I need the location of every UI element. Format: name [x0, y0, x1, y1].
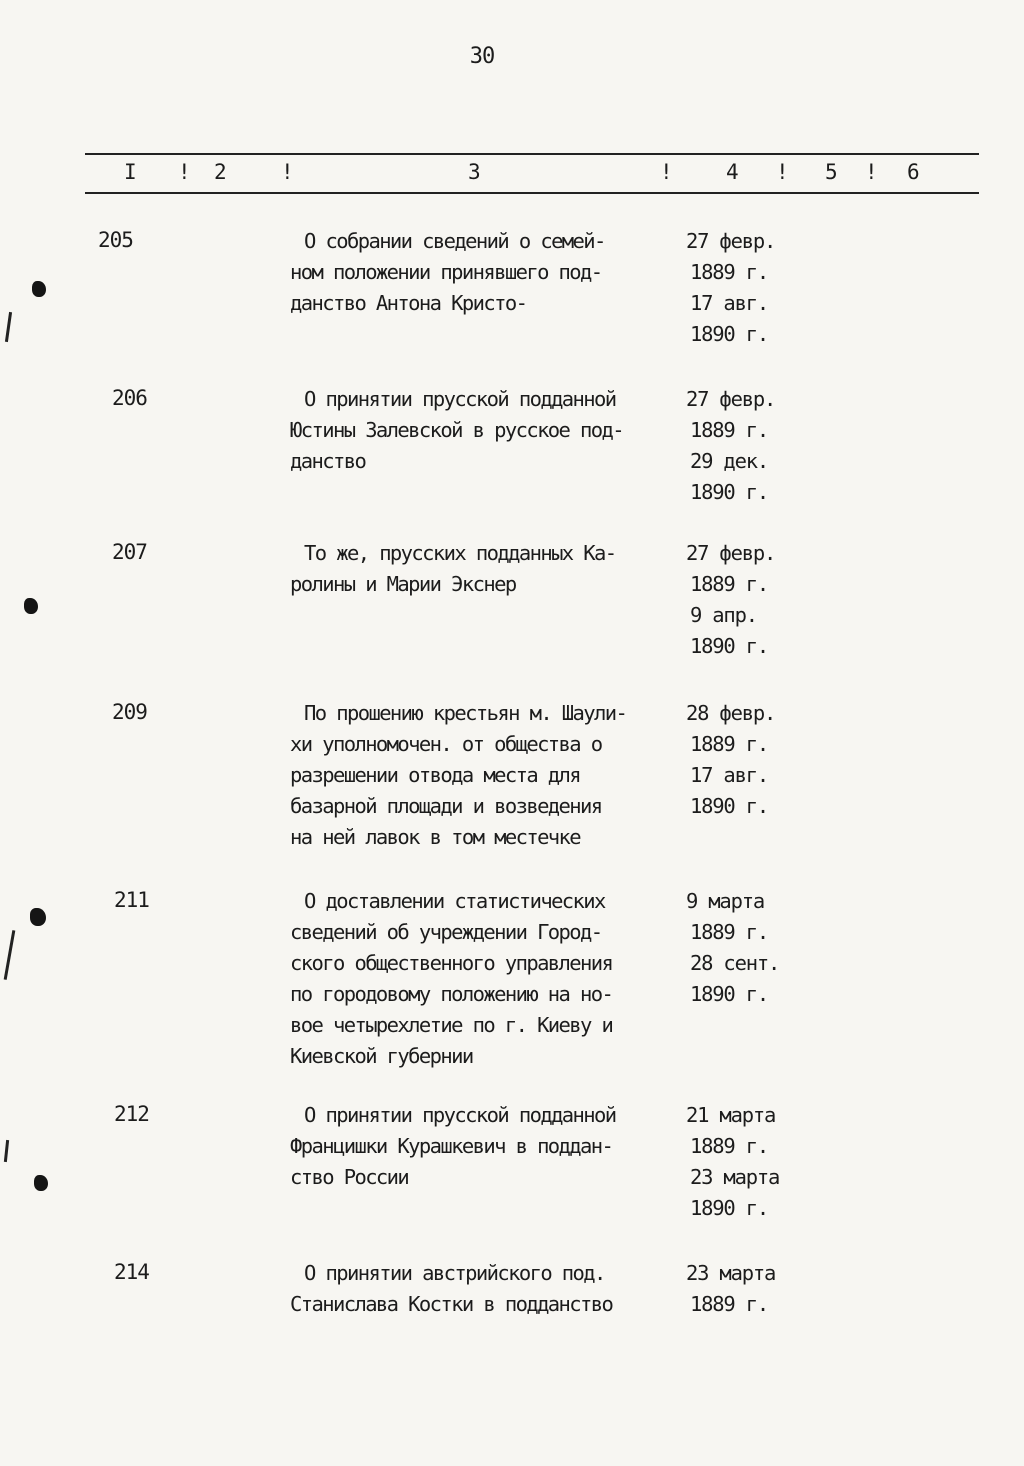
- row-dates: [686, 698, 826, 822]
- column-header-5: 5: [825, 160, 838, 184]
- date-line: 29 дек.: [690, 449, 768, 473]
- column-separator: !: [865, 160, 878, 184]
- description-line: Юстины Залевской в русское под-: [290, 418, 624, 442]
- row-number: 209: [112, 700, 147, 724]
- date-line: 1890 г.: [690, 1196, 768, 1220]
- row-dates: [686, 226, 826, 350]
- description-line: О доставлении статистических: [304, 889, 605, 913]
- date-line: 1890 г.: [690, 794, 768, 818]
- description-line: хи уполномочен. от общества о: [290, 732, 602, 756]
- row-dates: [686, 384, 826, 508]
- description-line: О принятии прусской подданной: [304, 1103, 616, 1127]
- date-line: 21 марта: [686, 1103, 776, 1127]
- date-line: 17 авг.: [690, 763, 768, 787]
- punch-hole: [34, 1175, 48, 1191]
- description-line: по городовому положению на но-: [290, 982, 613, 1006]
- row-number: 212: [114, 1102, 149, 1126]
- date-line: 27 февр.: [686, 387, 776, 411]
- date-line: 1889 г.: [690, 732, 768, 756]
- row-description: [290, 1258, 690, 1320]
- description-line: на ней лавок в том местечке: [290, 825, 581, 849]
- description-line: О собрании сведений о семей-: [304, 229, 605, 253]
- row-description: [290, 226, 690, 319]
- row-number: 206: [112, 386, 147, 410]
- description-line: Станислава Костки в подданство: [290, 1292, 613, 1316]
- description-line: О принятии прусской подданной: [304, 387, 616, 411]
- row-dates: [686, 886, 826, 1010]
- date-line: 28 сент.: [690, 951, 780, 975]
- date-line: 1889 г.: [690, 920, 768, 944]
- column-header-2: 2: [214, 160, 227, 184]
- column-header-6: 6: [907, 160, 920, 184]
- description-line: Киевской губернии: [290, 1044, 473, 1068]
- description-line: ном положении принявшего под-: [290, 260, 602, 284]
- description-line: ского общественного управления: [290, 951, 613, 975]
- description-line: сведений об учреждении Город-: [290, 920, 602, 944]
- page-number: 30: [469, 44, 495, 69]
- punch-hole: [24, 598, 38, 614]
- description-line: О принятии австрийского под.: [304, 1261, 605, 1285]
- punch-hole: [30, 908, 46, 926]
- date-line: 9 марта: [686, 889, 764, 913]
- column-separator: !: [776, 160, 789, 184]
- description-line: данство: [290, 449, 366, 473]
- description-line: базарной площади и возведения: [290, 794, 602, 818]
- row-dates: [686, 1100, 826, 1224]
- date-line: 1889 г.: [690, 418, 768, 442]
- date-line: 27 февр.: [686, 541, 776, 565]
- description-line: По прошению крестьян м. Шаули-: [304, 701, 627, 725]
- column-header-3: 3: [468, 160, 481, 184]
- date-line: 28 февр.: [686, 701, 776, 725]
- date-line: 1889 г.: [690, 572, 768, 596]
- row-description: [290, 886, 690, 1072]
- description-line: ство России: [290, 1165, 409, 1189]
- date-line: 9 апр.: [690, 603, 757, 627]
- column-separator: !: [660, 160, 673, 184]
- description-line: Францишки Курашкевич в поддан-: [290, 1134, 613, 1158]
- row-dates: [686, 538, 826, 662]
- date-line: 17 авг.: [690, 291, 768, 315]
- description-line: ролины и Марии Экснер: [290, 572, 516, 596]
- column-header-1: I: [124, 160, 137, 184]
- description-line: разрешении отвода места для: [290, 763, 581, 787]
- date-line: 27 февр.: [686, 229, 776, 253]
- row-description: [290, 384, 690, 477]
- date-line: 1890 г.: [690, 322, 768, 346]
- date-line: 23 марта: [690, 1165, 780, 1189]
- description-line: вое четырехлетие по г. Киеву и: [290, 1013, 613, 1037]
- date-line: 1889 г.: [690, 1134, 768, 1158]
- column-separator: !: [178, 160, 191, 184]
- punch-hole: [32, 281, 46, 297]
- date-line: 1890 г.: [690, 982, 768, 1006]
- row-number: 205: [98, 228, 133, 252]
- date-line: 1889 г.: [690, 1292, 768, 1316]
- date-line: 1889 г.: [690, 260, 768, 284]
- column-separator: !: [281, 160, 294, 184]
- row-description: [290, 698, 690, 853]
- description-line: То же, прусских подданных Ка-: [304, 541, 616, 565]
- row-number: 214: [114, 1260, 149, 1284]
- description-line: данство Антона Кристо-: [290, 291, 527, 315]
- row-description: [290, 538, 690, 600]
- date-line: 1890 г.: [690, 480, 768, 504]
- row-number: 207: [112, 540, 147, 564]
- row-dates: [686, 1258, 826, 1320]
- row-number: 211: [114, 888, 149, 912]
- date-line: 1890 г.: [690, 634, 768, 658]
- date-line: 23 марта: [686, 1261, 776, 1285]
- column-header-4: 4: [726, 160, 739, 184]
- row-description: [290, 1100, 690, 1193]
